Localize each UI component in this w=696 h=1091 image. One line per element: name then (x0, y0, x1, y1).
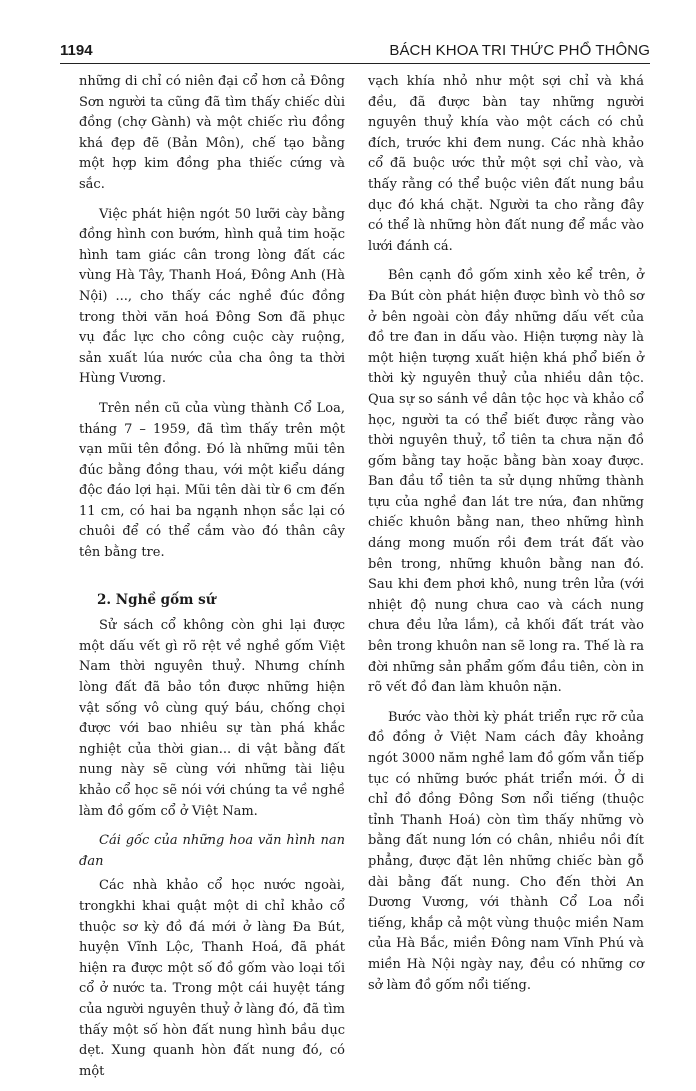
right-column (368, 72, 644, 1005)
subheading: Cái gốc của những hoa văn hình nan đan (79, 833, 345, 869)
paragraph: Bên cạnh đồ gốm xinh xẻo kể trên, ở Đa Bút còn phát hiện được bình vò thô sơ ở bên ngoài còn đầy những dấu vết của đồ tre đan in dấu vào. Hiện tượng này là một hiện tượng xuất hiện khá phổ biến ở thời kỳ nguyên thuỷ của nhiều dân tộc. Qua sự so sánh về dân tộc học và khảo cổ học, người ta có thể biết được rằng vào thời nguyên thuỷ, tổ tiên ta chưa nặn đồ gốm bằng tay hoặc bằng bàn xoay được. Ban đầu tổ tiên ta sử dụng những thành tựu của nghề đan lát tre nứa, đan những chiếc khuôn bằng nan, theo những hình dáng mong muốn rồi đem trát đất vào bên trong, những khuôn bằng nan đó. Sau khi đem phơi khô, nung trên lửa (với nhiệt độ nung chưa cao và cách nung chưa đều lửa lắm), cả khối đất trát vào bên trong khuôn nan sẽ long ra. Thế là ra đời những sản phẩm gốm đầu tiên, còn in rõ vết đồ đan làm khuôn nặn. (368, 268, 644, 696)
running-title: BÁCH KHOA TRI THỨC PHỔ THÔNG (389, 42, 650, 59)
paragraph: Các nhà khảo cổ học nước ngoài, trongkhi khai quật một di chỉ khảo cổ thuộc sơ kỳ đồ đá mới ở làng Đa Bút, huyện Vĩnh Lộc, Thanh Hoá, đã phát hiện ra được một số đồ gốm vào loại tối cổ ở nước ta. Trong một cái huyệt táng của người nguyên thuỷ ở làng đó, đã tìm thấy một số hòn đất nung hình bầu dục dẹt. Xung quanh hòn đất nung đó, có một (79, 878, 345, 1079)
paragraph: vạch khía nhỏ như một sợi chỉ và khá đều, đã được bàn tay những người nguyên thuỷ khía vào một cách có chủ đích, trước khi đem nung. Các nhà khảo cổ đã buộc ước thử một sợi chỉ vào, và thấy rằng có thể buộc viên đất nung bầu dục đó khá chặt. Người ta cho rằng đây có thể là những hòn đất nung để mắc vào lưới đánh cá. (368, 74, 644, 254)
paragraph: Sử sách cổ không còn ghi lại được một dấu vết gì rõ rệt về nghề gốm Việt Nam thời nguyên thuỷ. Nhưng chính lòng đất đã bảo tồn được những hiện vật sống vô cùng quý báu, chống chọi được với bao nhiêu sự tàn phá khắc nghiệt của thời gian... di vật bằng đất nung này sẽ cùng với những tài liệu khảo cổ học sẽ nói với chúng ta về nghề làm đồ gốm cổ ở Việt Nam. (79, 618, 345, 819)
header-rule (60, 63, 650, 64)
page-header (60, 40, 650, 62)
paragraph: Bước vào thời kỳ phát triển rực rỡ của đồ đồng ở Việt Nam cách đây khoảng ngót 3000 năm nghề lam đồ gốm vẫn tiếp tục có những bước phát triển mới. Ở di chỉ đồ đồng Đông Sơn nổi tiếng (thuộc tỉnh Thanh Hoá) còn tìm thấy những vò bằng đất nung lớn có chân, nhiều nồi đít phẳng, được đặt lên những chiếc bàn gỗ dài bằng đất nung. Cho đến thời An Dương Vương, với thành Cổ Loa nổi tiếng, khắp cả một vùng thuộc miền Nam của Hà Bắc, miền Đông nam Vĩnh Phú và miền Hà Nội ngày nay, đều có những cơ sở làm đồ gốm nổi tiếng. (368, 709, 644, 993)
section-heading: 2. Nghề gốm sứ (97, 591, 216, 608)
paragraph: Việc phát hiện ngót 50 lưỡi cày bằng đồng hình con bướm, hình quả tim hoặc hình tam giác cân trong lòng đất các vùng Hà Tây, Thanh Hoá, Đông Anh (Hà Nội) ..., cho thấy các nghề đúc đồng trong thời văn hoá Đông Sơn đã phục vụ đắc lực cho công cuộc cày ruộng, sản xuất lúa nước của cha ông ta thời Hùng Vương. (79, 206, 345, 387)
page-number: 1194 (60, 42, 93, 59)
paragraph: những di chỉ có niên đại cổ hơn cả Đông Sơn người ta cũng đã tìm thấy chiếc dùi đồng (chợ Gành) và một chiếc rìu đồng khá đẹp đẽ (Bản Môn), chế tạo bằng một hợp kim đồng pha thiếc cứng và sắc. (79, 74, 345, 192)
left-column (79, 72, 345, 1091)
paragraph: Trên nền cũ của vùng thành Cổ Loa, tháng 7 – 1959, đã tìm thấy trên một vạn mũi tên đồng. Đó là những mũi tên đúc bằng đồng thau, với một kiểu dáng độc đáo lợi hại. Mũi tên dài từ 6 cm đến 11 cm, có hai ba ngạnh nhọn sắc lại có chuôi để có thể cắm vào đó thân cây tên bằng tre. (79, 400, 345, 561)
